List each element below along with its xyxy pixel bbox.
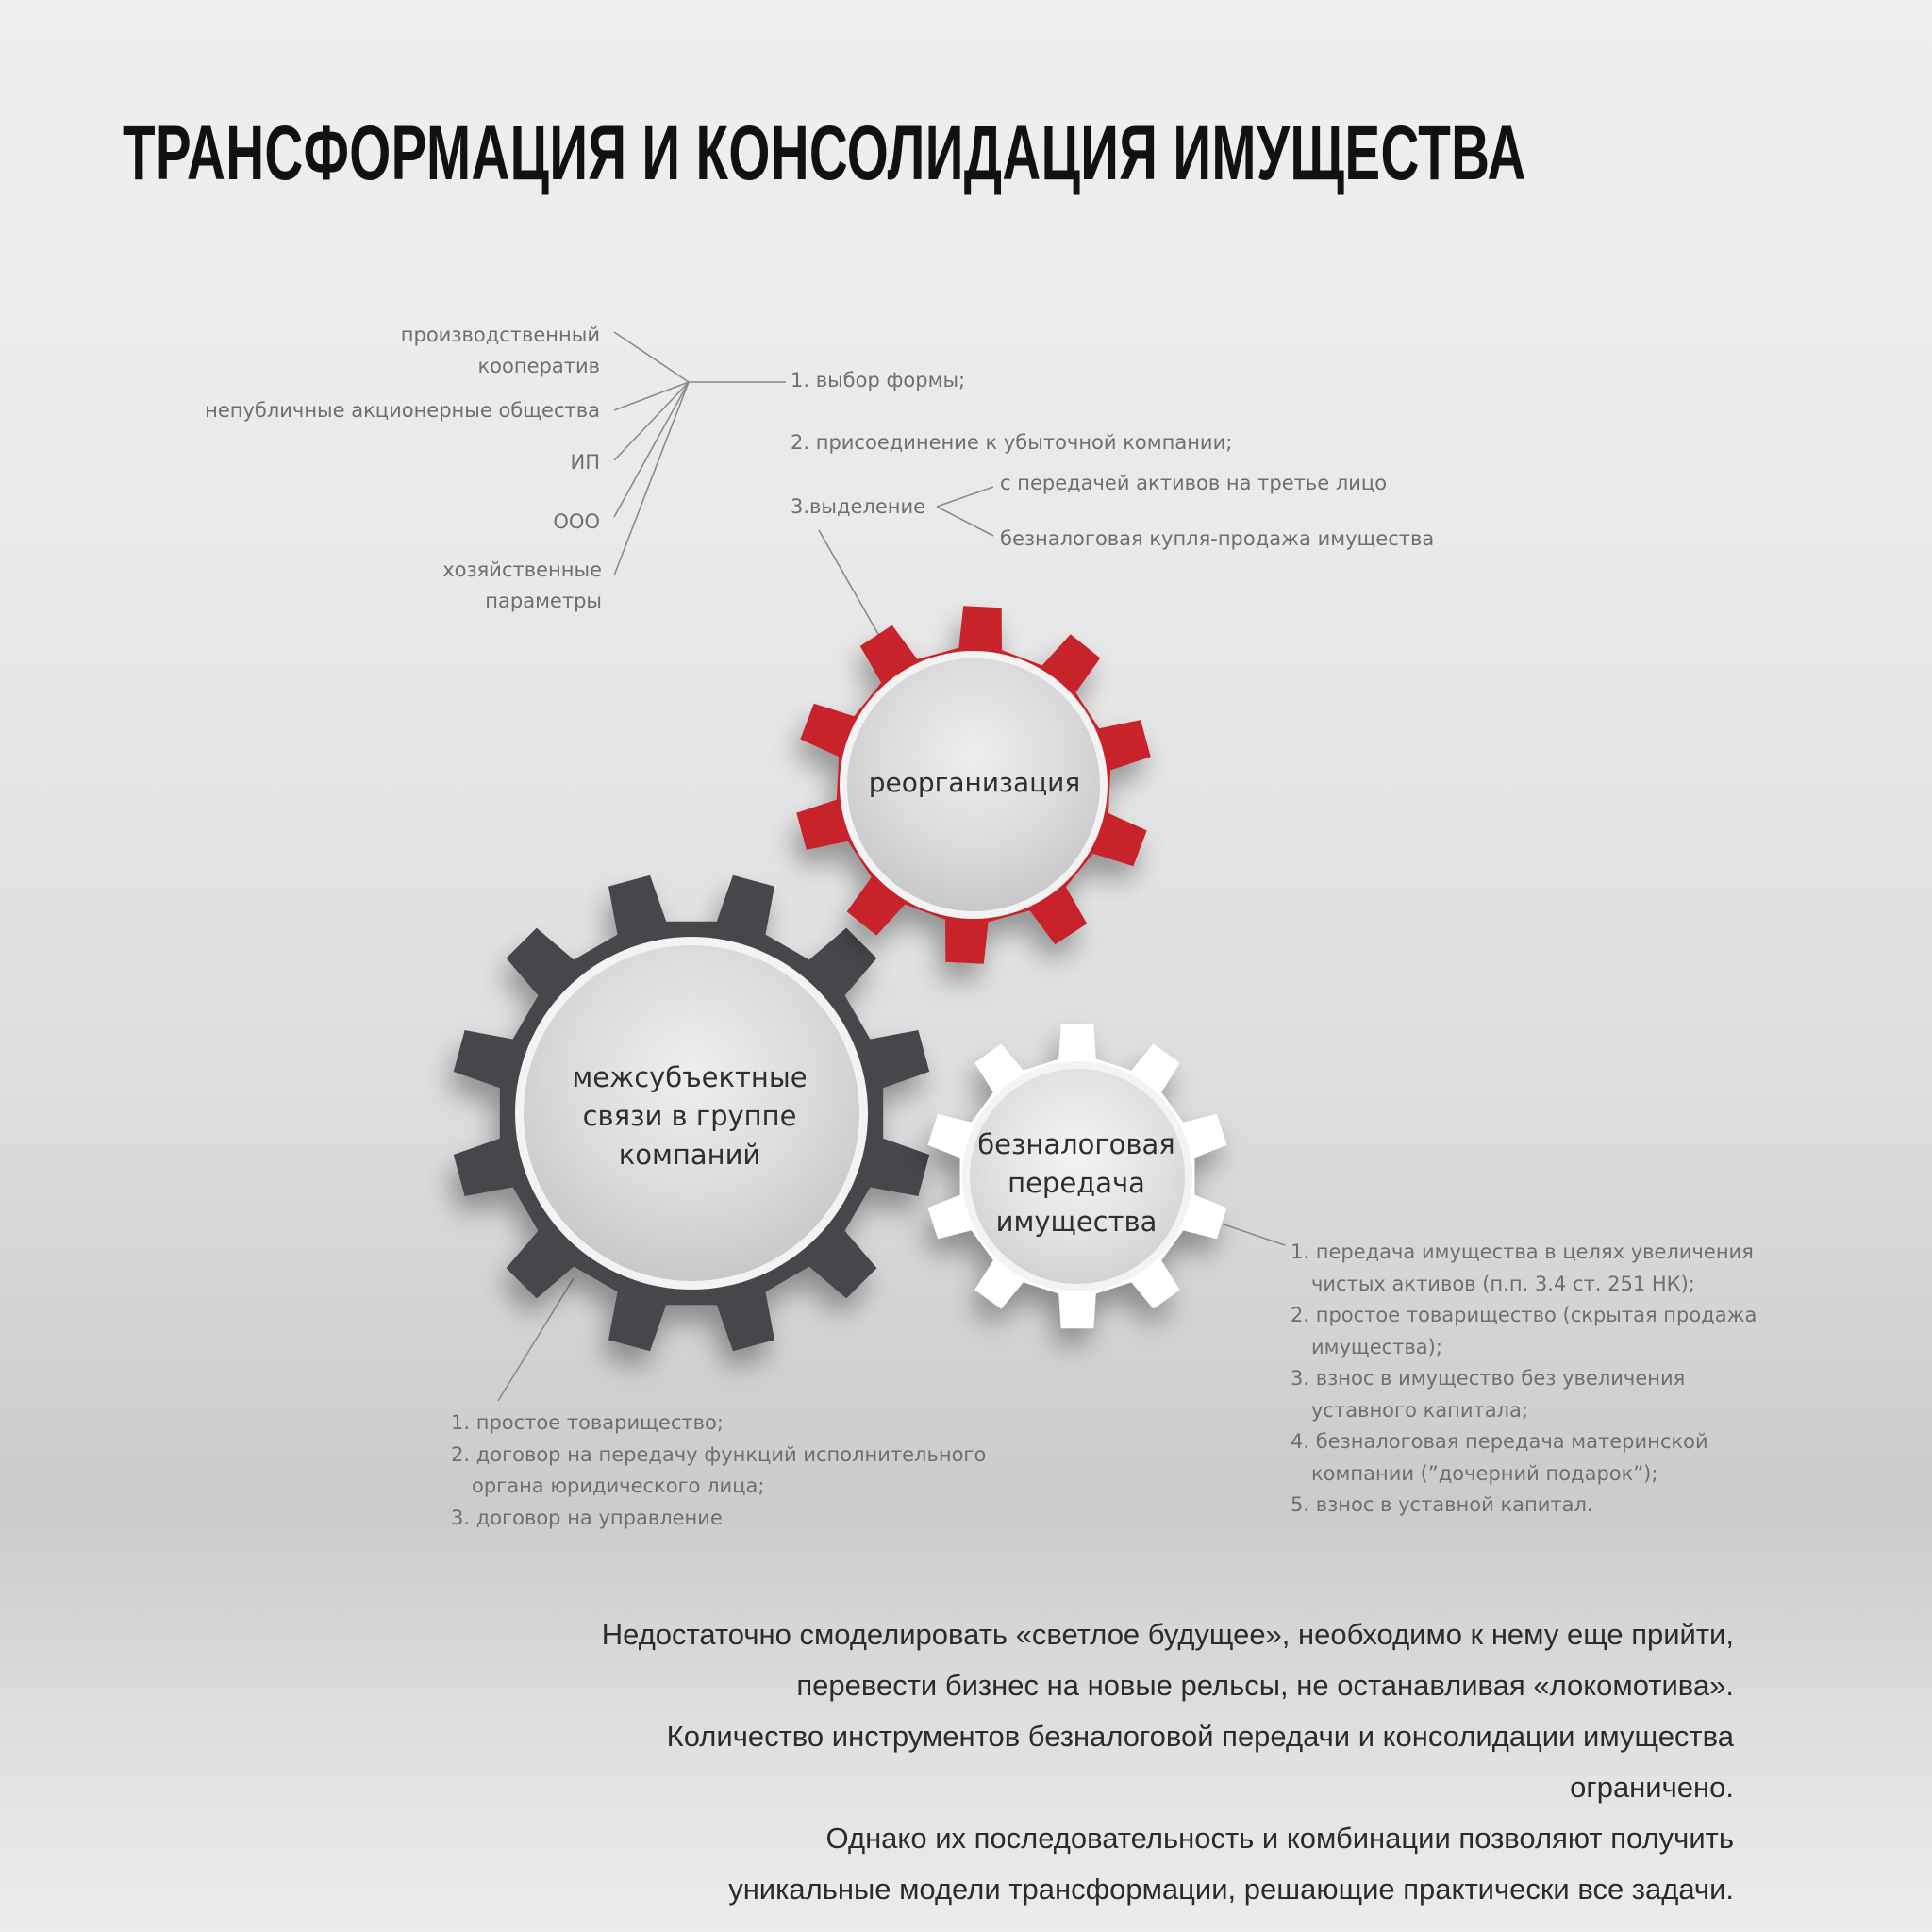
gear-label-line: компаний (618, 1139, 761, 1171)
gear-label-line: связи в группе (582, 1100, 797, 1132)
white-gear-label (944, 1125, 1208, 1241)
reorg-step-3-option-2: безналоговая купля-продажа имущества (1000, 527, 1435, 550)
option-label: хозяйственные (442, 558, 602, 581)
gear-label-line: имущества (995, 1206, 1158, 1238)
option-label: параметры (485, 590, 602, 612)
reorg-step-1: 1. выбор формы; (791, 369, 966, 391)
list-item: 1. простое товарищество; (451, 1411, 724, 1434)
gear-label-line: передача (1008, 1167, 1145, 1199)
option-label: производственный (400, 324, 600, 346)
list-item: 2. простое товарищество (скрытая продажа имущества); (1291, 1304, 1757, 1358)
paragraph-line: Недостаточно смоделировать «светлое будущее», необходимо к нему еще прийти, (601, 1618, 1734, 1651)
option-label: кооператив (477, 355, 600, 377)
list-item: 3. взнос в имущество без увеличения уставного капитала; (1291, 1367, 1686, 1422)
intercompany-list (451, 1407, 998, 1534)
bottom-paragraph (508, 1609, 1734, 1915)
page-title: ТРАНСФОРМАЦИЯ И КОНСОЛИДАЦИЯ ИМУЩЕСТВА (123, 110, 1526, 196)
gear-label-line: безналоговая (977, 1128, 1175, 1160)
red-gear-label: реорганизация (868, 767, 1081, 798)
reorg-step-2: 2. присоединение к убыточной компании; (791, 431, 1233, 454)
option-business-partnerships (442, 555, 602, 617)
reorg-step-3: 3.выделение (791, 495, 926, 518)
connector-line (937, 507, 993, 536)
paragraph-line: перевести бизнес на новые рельсы, не останавливая «локомотива». (796, 1669, 1734, 1702)
option-ip: ИП (570, 451, 600, 474)
option-production-coop (401, 320, 600, 382)
option-non-public-jsc: непубличные акционерные общества (205, 399, 600, 422)
paragraph-line: уникальные модели трансформации, решающие практически все задачи. (728, 1873, 1734, 1906)
list-item: 2. договор на передачу функций исполнительного органа юридического лица; (451, 1442, 987, 1497)
list-item: 1. передача имущества в целях увеличения чистых активов (п.п. 3.4 ст. 251 НК); (1291, 1241, 1754, 1295)
dark-gear-label (548, 1058, 831, 1174)
tax-free-transfer-list (1291, 1237, 1762, 1522)
list-item: 3. договор на управление (451, 1506, 723, 1529)
list-item: 4. безналоговая передача материнской компании (”дочерний подарок”); (1291, 1430, 1708, 1485)
connector-line (614, 382, 689, 410)
paragraph-line: Однако их последовательность и комбинации позволяют получить (825, 1822, 1734, 1855)
reorg-step-3-option-1: с передачей активов на третье лицо (1000, 472, 1388, 494)
gear-label-line: межсубъектные (572, 1061, 808, 1093)
paragraph-line: Количество инструментов безналоговой передачи и консолидации имущества ограничено. (666, 1720, 1734, 1804)
connector-line (937, 487, 993, 507)
connector-line (614, 332, 689, 382)
list-item: 5. взнос в уставной капитал. (1291, 1493, 1593, 1516)
connector-line (614, 382, 689, 575)
option-ooo: ООО (553, 510, 600, 533)
